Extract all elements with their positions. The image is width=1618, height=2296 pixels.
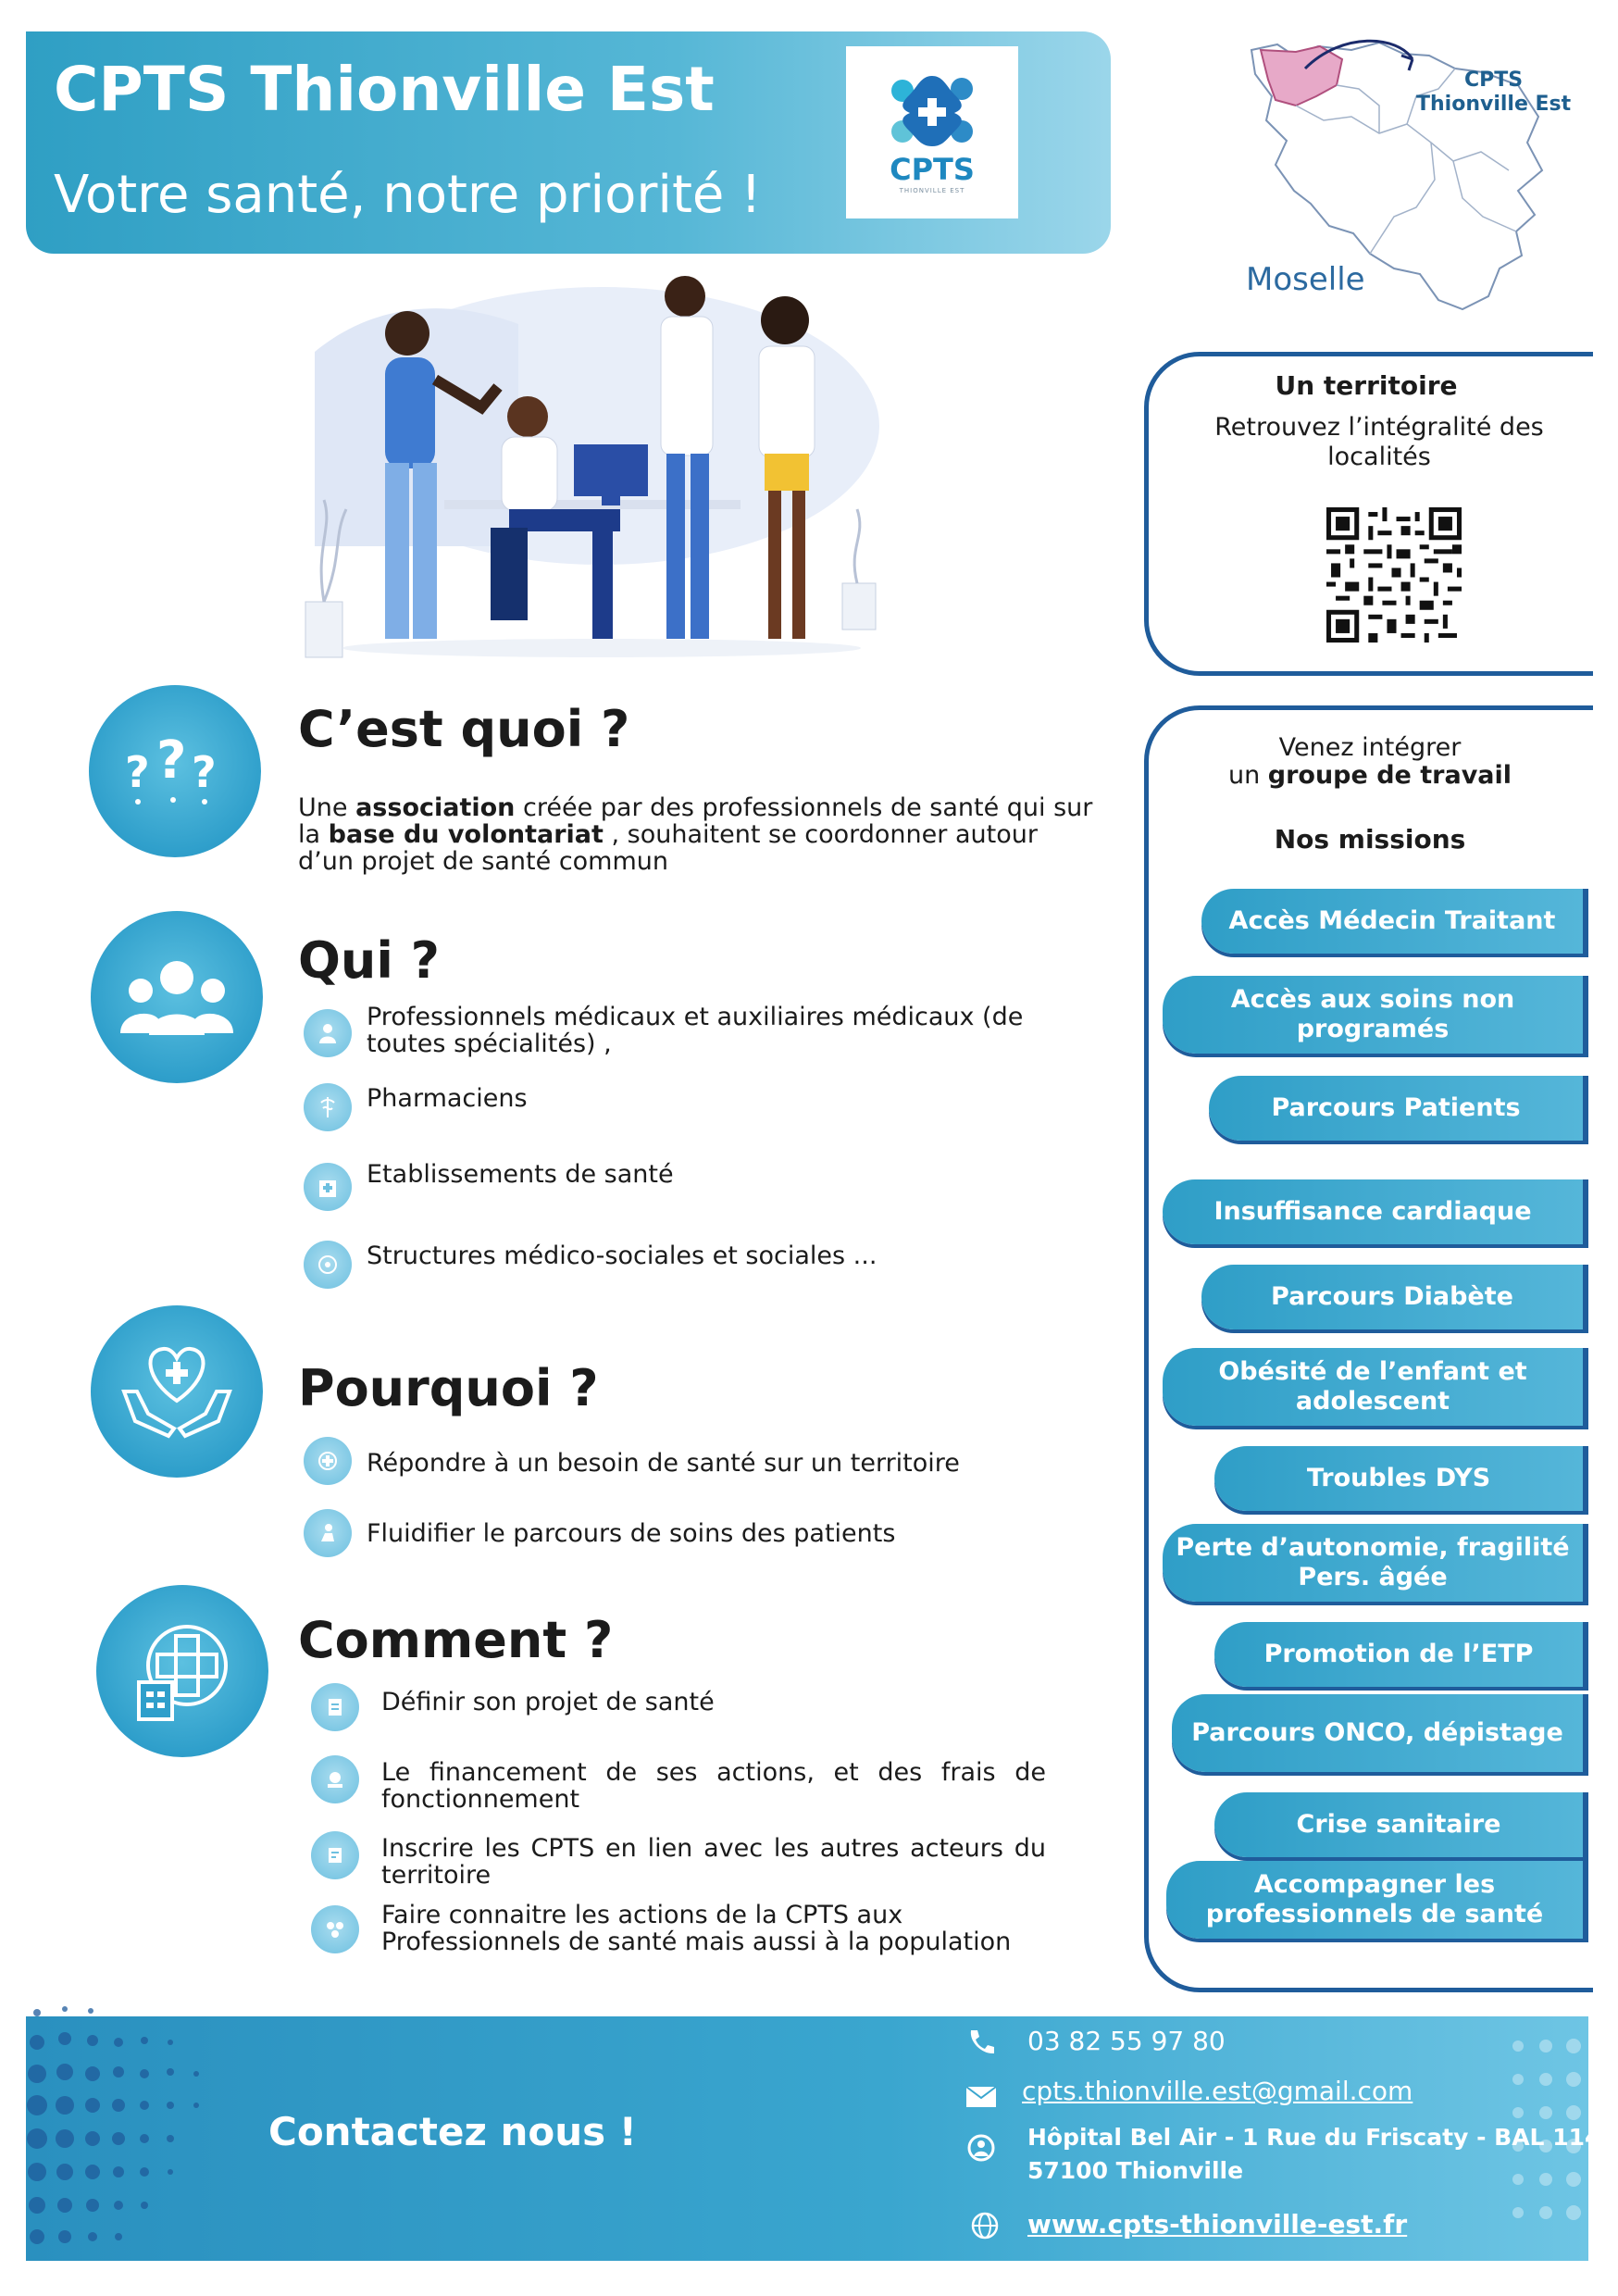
mission-obesite-enfant[interactable]: Obésité de l’enfant et adolescent <box>1163 1348 1588 1426</box>
mission-parcours-diabete[interactable]: Parcours Diabète <box>1201 1265 1588 1329</box>
svg-text:?: ? <box>192 747 217 797</box>
contact-address-line1: Hôpital Bel Air - 1 Rue du Friscaty - BAL 114, <box>1027 2124 1610 2151</box>
comment-section-icon <box>96 1585 268 1757</box>
contact-label: Contactez nous ! <box>268 2109 637 2154</box>
map-region-label: Moselle <box>1246 261 1365 298</box>
missions-intro-line2 <box>1148 762 1592 790</box>
mission-parcours-patients[interactable]: Parcours Patients <box>1209 1076 1588 1141</box>
hospital-icon <box>304 1163 352 1211</box>
funding-icon <box>311 1755 359 1803</box>
territoire-title: Un territoire <box>1275 370 1458 401</box>
email-icon <box>963 2078 1000 2115</box>
page-subtitle: Votre santé, notre priorité ! <box>54 165 762 225</box>
comment-item-inscrire: Inscrire les CPTS en lien avec les autres acteurs du territoire <box>381 1834 1046 1890</box>
mission-accompagner-professionnels[interactable]: Accompagner les professionnels de santé <box>1166 1861 1588 1939</box>
missions-intro-bold: groupe de travail <box>1267 761 1512 790</box>
comment-item-projet: Définir son projet de santé <box>381 1688 715 1716</box>
map-label-line2: Thionville Est <box>1416 93 1572 116</box>
heart-hands-icon <box>117 1336 237 1447</box>
question-section-icon <box>89 685 261 857</box>
quoi-text-1: Une <box>298 793 356 822</box>
globe-icon <box>966 2207 1003 2244</box>
decorative-dots-left <box>26 2000 230 2261</box>
mission-parcours-onco[interactable]: Parcours ONCO, dépistage <box>1172 1694 1588 1772</box>
qui-section-icon <box>91 911 263 1083</box>
territoire-text: Retrouvez l’intégralité des localités <box>1214 413 1544 471</box>
mission-crise-sanitaire[interactable]: Crise sanitaire <box>1214 1792 1588 1857</box>
quoi-bold-2: base du volontariat <box>328 820 604 849</box>
project-clipboard-icon <box>311 1683 359 1731</box>
quoi-text-3: , souhaitent se coordonner autour d’un projet de santé commun <box>298 820 1038 876</box>
comment-heading: Comment ? <box>298 1611 614 1669</box>
missions-intro-line1: Venez intégrer <box>1278 733 1462 762</box>
mission-perte-autonomie[interactable]: Perte d’autonomie, fragilité Pers. âgée <box>1163 1524 1588 1602</box>
medical-staff-icon <box>304 1009 352 1057</box>
missions-intro <box>1148 734 1592 790</box>
comment-item-financement: Le financement de ses actions, et des frais de fonctionnement <box>381 1758 1046 1814</box>
contact-address-line2: 57100 Thionville <box>1027 2157 1244 2184</box>
qui-item-structures: Structures médico-sociales et sociales ... <box>367 1242 877 1270</box>
mission-troubles-dys[interactable]: Troubles DYS <box>1214 1446 1588 1511</box>
quoi-heading: C’est quoi ? <box>298 700 630 758</box>
quoi-text <box>298 794 1094 875</box>
mission-acces-medecin-traitant[interactable]: Accès Médecin Traitant <box>1201 889 1588 954</box>
pourquoi-item-parcours: Fluidifier le parcours de soins des patients <box>367 1519 896 1548</box>
qui-item-pharmaciens: Pharmaciens <box>367 1084 528 1113</box>
qui-item-professionnels: Professionnels médicaux et auxiliaires médicaux (de toutes spécialités) , <box>367 1003 1024 1058</box>
caduceus-icon <box>304 1083 352 1131</box>
contact-phone[interactable]: 03 82 55 97 80 <box>1027 2026 1226 2056</box>
missions-title: Nos missions <box>1274 824 1466 855</box>
quoi-bold-1: association <box>355 793 516 822</box>
location-icon <box>963 2129 1000 2166</box>
contact-website-link[interactable]: www.cpts-thionville-est.fr <box>1027 2209 1408 2240</box>
cpts-logo <box>846 46 1018 218</box>
patient-care-icon <box>304 1509 352 1557</box>
map-label <box>1416 69 1571 117</box>
contact-email-link[interactable]: cpts.thionville.est@gmail.com <box>1022 2076 1413 2106</box>
group-people-icon <box>117 955 237 1039</box>
health-need-icon <box>304 1437 352 1485</box>
svg-text:?: ? <box>156 730 187 791</box>
pourquoi-heading: Pourquoi ? <box>298 1359 599 1417</box>
pourquoi-section-icon <box>91 1305 263 1478</box>
mission-insuffisance-cardiaque[interactable]: Insuffisance cardiaque <box>1163 1179 1588 1244</box>
network-icon <box>311 1831 359 1879</box>
logo-text: CPTS <box>890 152 975 187</box>
svg-text:?: ? <box>125 747 150 797</box>
puzzle-cross-icon <box>877 70 988 150</box>
qui-heading: Qui ? <box>298 931 440 990</box>
qui-item-etablissements: Etablissements de santé <box>367 1160 674 1189</box>
missions-intro-prefix: un <box>1227 761 1268 790</box>
logo-subtext: THIONVILLE EST <box>899 187 965 194</box>
mission-promotion-etp[interactable]: Promotion de l’ETP <box>1214 1622 1588 1687</box>
qr-code[interactable] <box>1326 507 1462 643</box>
phone-icon <box>963 2024 1000 2061</box>
question-marks-icon <box>119 730 230 813</box>
social-structure-icon <box>304 1241 352 1289</box>
medical-team-illustration <box>296 268 889 676</box>
map-label-line1: CPTS <box>1464 69 1524 92</box>
pourquoi-item-besoin: Répondre à un besoin de santé sur un territoire <box>367 1449 960 1478</box>
page-title: CPTS Thionville Est <box>54 54 715 125</box>
communication-icon <box>311 1905 359 1953</box>
medical-plan-icon <box>122 1616 243 1727</box>
quoi-text-2: créée par des professionnels de santé qui sur la <box>298 793 1093 849</box>
comment-item-faire-connaitre: Faire connaitre les actions de la CPTS aux Professionnels de santé mais aussi à la population <box>381 1901 1012 1956</box>
mission-acces-soins-non-programes[interactable]: Accès aux soins non programés <box>1163 976 1588 1054</box>
